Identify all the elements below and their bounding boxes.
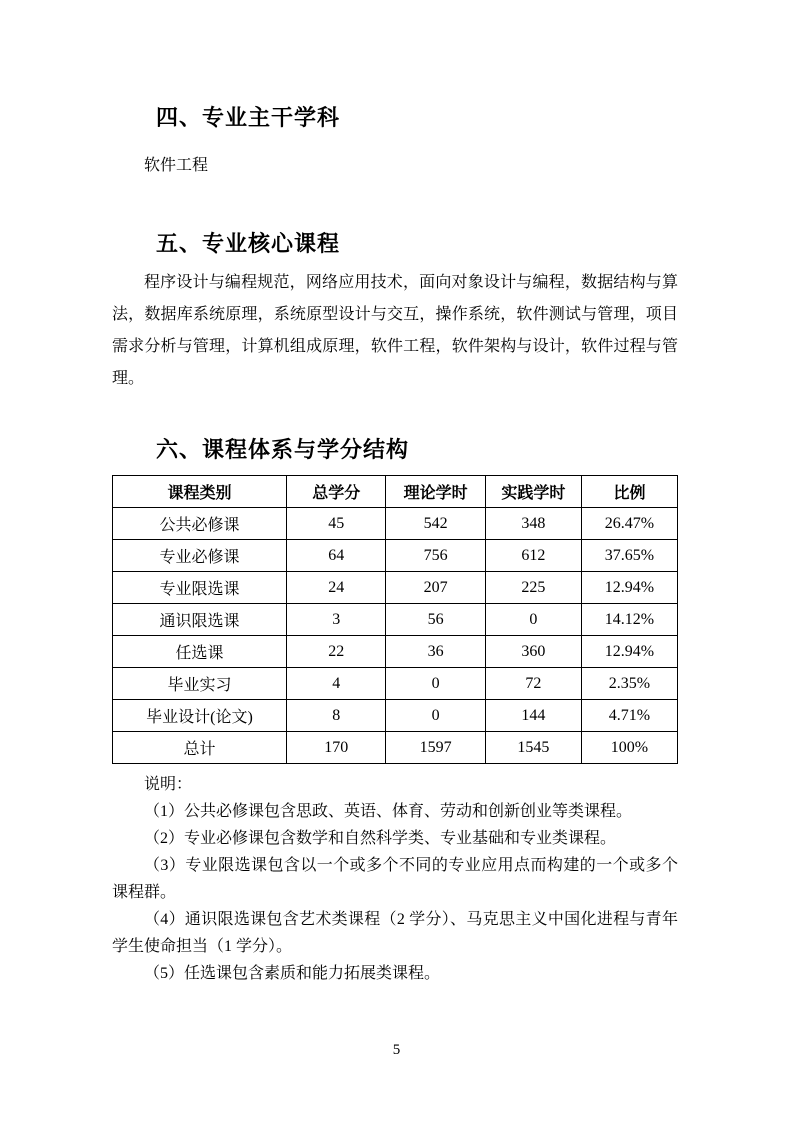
table-cell: 36 xyxy=(386,636,485,668)
table-cell: 348 xyxy=(485,508,581,540)
table-cell: 24 xyxy=(287,572,386,604)
table-cell: 0 xyxy=(485,604,581,636)
note-item: （1）公共必修课包含思政、英语、体育、劳动和创新创业等类课程。 xyxy=(144,803,633,820)
page-number: 5 xyxy=(392,1042,401,1058)
section-5-body: 程序设计与编程规范，网络应用技术，面向对象设计与编程，数据结构与算法，数据库系统原理，系统原型设计与交互，操作系统，软件测试与管理，项目需求分析与管理，计算机组成原理，软件工程，软件架构与设计，软件过程与管理。 xyxy=(112,274,678,387)
table-cell: 4 xyxy=(287,668,386,700)
table-cell: 总计 xyxy=(113,732,287,764)
credit-structure-table xyxy=(112,475,678,764)
table-cell: 12.94% xyxy=(581,636,677,668)
note-item: （2）专业必修课包含数学和自然科学类、专业基础和专业类课程。 xyxy=(144,830,617,847)
table-cell: 360 xyxy=(485,636,581,668)
table-header-row xyxy=(113,476,678,508)
table-row xyxy=(113,572,678,604)
table-cell: 72 xyxy=(485,668,581,700)
table-cell: 1597 xyxy=(386,732,485,764)
table-row xyxy=(113,732,678,764)
column-header-practice-hours: 实践学时 xyxy=(485,476,581,508)
column-header-ratio: 比例 xyxy=(581,476,677,508)
table-cell: 37.65% xyxy=(581,540,677,572)
note-item: （4）通识限选课包含艺术类课程（2 学分）、马克思主义中国化进程与青年学生使命担当（1 学分）。 xyxy=(112,911,678,955)
note-item: （3）专业限选课包含以一个或多个不同的专业应用点而构建的一个或多个课程群。 xyxy=(112,857,678,901)
table-row xyxy=(113,636,678,668)
table-cell: 542 xyxy=(386,508,485,540)
table-cell: 612 xyxy=(485,540,581,572)
table-cell: 45 xyxy=(287,508,386,540)
column-header-total-credits: 总学分 xyxy=(287,476,386,508)
section-6-heading: 六、课程体系与学分结构 xyxy=(156,437,410,462)
table-cell: 4.71% xyxy=(581,700,677,732)
table-cell: 100% xyxy=(581,732,677,764)
table-cell: 专业限选课 xyxy=(113,572,287,604)
table-row xyxy=(113,604,678,636)
table-cell: 3 xyxy=(287,604,386,636)
table-body xyxy=(113,508,678,764)
section-4-heading: 四、专业主干学科 xyxy=(156,105,341,130)
table-cell: 毕业设计(论文) xyxy=(113,700,287,732)
table-cell: 225 xyxy=(485,572,581,604)
table-cell: 通识限选课 xyxy=(113,604,287,636)
note-item: （5）任选课包含素质和能力拓展类课程。 xyxy=(144,965,441,982)
table-cell: 0 xyxy=(386,700,485,732)
table-cell: 2.35% xyxy=(581,668,677,700)
table-row xyxy=(113,540,678,572)
table-cell: 12.94% xyxy=(581,572,677,604)
table-cell: 64 xyxy=(287,540,386,572)
table-row xyxy=(113,700,678,732)
table-cell: 26.47% xyxy=(581,508,677,540)
table-cell: 毕业实习 xyxy=(113,668,287,700)
table-cell: 14.12% xyxy=(581,604,677,636)
table-cell: 专业必修课 xyxy=(113,540,287,572)
section-5-heading: 五、专业核心课程 xyxy=(156,231,341,256)
table-cell: 207 xyxy=(386,572,485,604)
table-cell: 144 xyxy=(485,700,581,732)
notes-section xyxy=(112,771,678,987)
table-cell: 任选课 xyxy=(113,636,287,668)
column-header-theory-hours: 理论学时 xyxy=(386,476,485,508)
table-cell: 公共必修课 xyxy=(113,508,287,540)
table-cell: 170 xyxy=(287,732,386,764)
table-cell: 56 xyxy=(386,604,485,636)
table-row xyxy=(113,508,678,540)
table-cell: 0 xyxy=(386,668,485,700)
table-row xyxy=(113,668,678,700)
table-cell: 22 xyxy=(287,636,386,668)
table-cell: 8 xyxy=(287,700,386,732)
notes-list xyxy=(112,798,678,987)
section-4-body: 软件工程 xyxy=(144,157,209,174)
table-cell: 756 xyxy=(386,540,485,572)
notes-label: 说明： xyxy=(144,776,193,793)
table-cell: 1545 xyxy=(485,732,581,764)
column-header-course-type: 课程类别 xyxy=(113,476,287,508)
